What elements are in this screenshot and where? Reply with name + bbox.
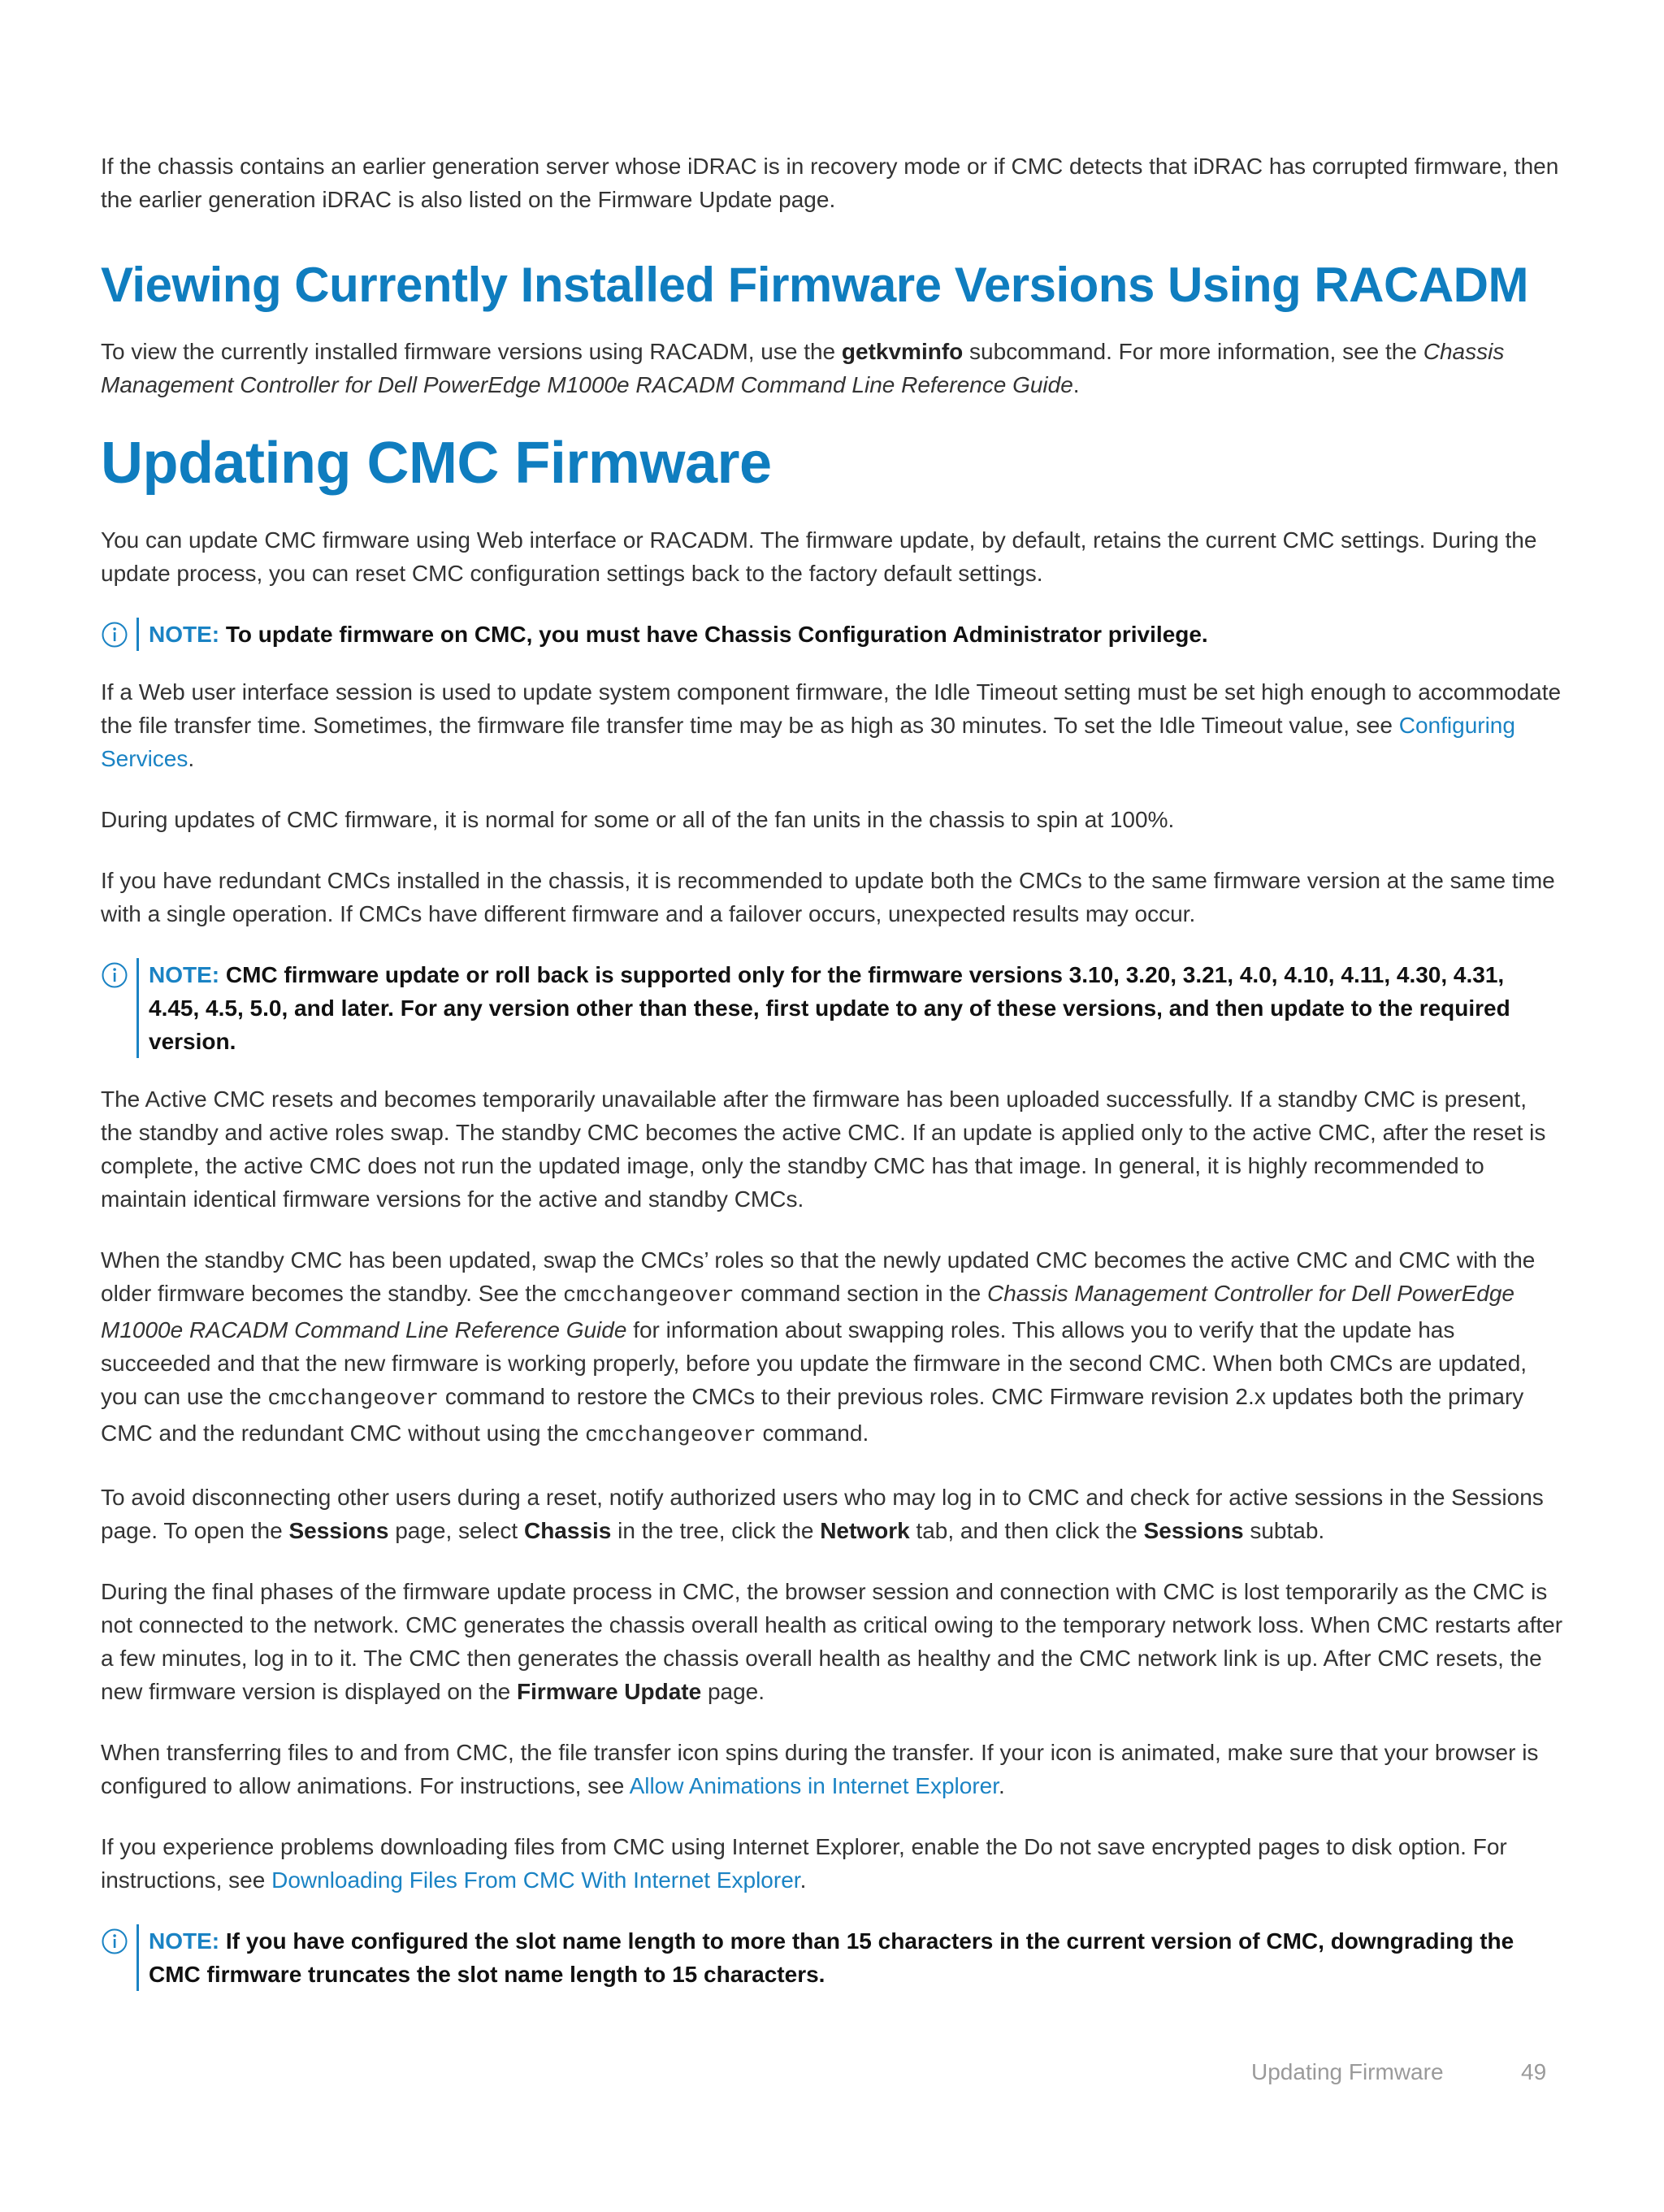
intro-paragraph: If the chassis contains an earlier generation server whose iDRAC is in recovery mode or if CMC detects that iDRAC has corrupted firmware, then the earlier generation iDRAC is also listed on the Firmware Update page. bbox=[101, 154, 1559, 212]
command-getkvminfo: getkvminfo bbox=[841, 339, 964, 364]
note-supported-versions bbox=[101, 958, 1563, 1058]
ui-term-network: Network bbox=[820, 1518, 910, 1543]
note-text: NOTE: To update firmware on CMC, you must have Chassis Configuration Administrator privilege. bbox=[149, 622, 1208, 647]
note-label: NOTE: bbox=[149, 622, 220, 647]
info-circle-icon bbox=[101, 961, 128, 989]
footer-page-number: 49 bbox=[1521, 2059, 1547, 2084]
updating-intro-paragraph: You can update CMC firmware using Web interface or RACADM. The firmware update, by default, retains the current CMC settings. During the update process, you can reset CMC configuration settings back to the factory default settings. bbox=[101, 527, 1537, 586]
note-bar bbox=[136, 1924, 139, 1991]
viewing-firmware-paragraph: To view the currently installed firmware versions using RACADM, use the getkvminfo subcommand. For more information, see the Chassis Management Controller for Dell PowerEdge M1000e RACADM Command Line Reference Guide. bbox=[101, 339, 1505, 397]
note-label: NOTE: bbox=[149, 1928, 220, 1954]
command-cmcchangeover: cmcchangeover bbox=[563, 1284, 734, 1308]
document-page bbox=[101, 150, 1563, 2015]
internet-explorer-paragraph: If you experience problems downloading files from CMC using Internet Explorer, enable the Do not save encrypted pages to disk option. For instructions, see Downloading Files From CMC With Internet Explorer. bbox=[101, 1834, 1507, 1893]
section-heading-viewing-firmware: Viewing Currently Installed Firmware Versions Using RACADM bbox=[101, 258, 1528, 312]
info-circle-icon bbox=[101, 1928, 128, 1955]
ui-term-sessions: Sessions bbox=[288, 1518, 389, 1543]
note-privilege bbox=[101, 618, 1563, 651]
note-slot-name-length bbox=[101, 1924, 1563, 1991]
command-cmcchangeover: cmcchangeover bbox=[585, 1424, 756, 1448]
note-label: NOTE: bbox=[149, 962, 220, 987]
page-footer bbox=[0, 2059, 1664, 2092]
idle-timeout-paragraph: If a Web user interface session is used to update system component firmware, the Idle Timeout setting must be set high enough to accommodate the file transfer time. Sometimes, the firmware file transfer time may be as high as 30 minutes. To set the Idle Timeout value, see Configuring Services. bbox=[101, 679, 1562, 771]
note-text: NOTE: CMC firmware update or roll back is supported only for the firmware versions 3.10, 3.20, 3.21, 4.0, 4.10, 4.11, 4.30, 4.31, 4.45, 4.5, 5.0, and later. For any version other than these, first update to any of these versions, and then update to the required version. bbox=[149, 962, 1510, 1054]
note-text: NOTE: If you have configured the slot name length to more than 15 characters in the current version of CMC, downgrading the CMC firmware truncates the slot name length to 15 characters. bbox=[149, 1928, 1514, 1987]
footer-section-title: Updating Firmware bbox=[1251, 2059, 1444, 2084]
ui-term-sessions: Sessions bbox=[1143, 1518, 1244, 1543]
link-configuring-services[interactable]: Configuring Services bbox=[101, 713, 1515, 771]
section-heading-updating-cmc: Updating CMC Firmware bbox=[101, 431, 772, 496]
redundant-cmc-paragraph: If you have redundant CMCs installed in the chassis, it is recommended to update both the CMCs to the same firmware version at the same time with a single operation. If CMCs have different firmware and a failover occurs, unexpected results may occur. bbox=[101, 868, 1555, 926]
fan-units-paragraph: During updates of CMC firmware, it is normal for some or all of the fan units in the chassis to spin at 100%. bbox=[101, 807, 1175, 832]
guide-reference: Chassis Management Controller for Dell PowerEdge M1000e RACADM Command Line Reference Guide bbox=[101, 339, 1505, 397]
note-bar bbox=[136, 958, 139, 1058]
final-phases-paragraph: During the final phases of the firmware update process in CMC, the browser session and connection with CMC is lost temporarily as the CMC is not connected to the network. CMC generates the chassis overall health as critical owing to the temporary network loss. When CMC restarts after a few minutes, log in to it. The CMC then generates the chassis overall health as healthy and the CMC network link is up. After CMC resets, the new firmware version is displayed on the Firmware Update page. bbox=[101, 1579, 1563, 1704]
command-cmcchangeover: cmcchangeover bbox=[267, 1387, 440, 1412]
file-transfer-paragraph: When transferring files to and from CMC, the file transfer icon spins during the transfer. If your icon is animated, make sure that your browser is configured to allow animations. For instructions, see Allow Animations in Internet Explorer. bbox=[101, 1740, 1539, 1798]
guide-reference: Chassis Management Controller for Dell PowerEdge M1000e RACADM Command Line Reference Guide bbox=[101, 1281, 1514, 1342]
sessions-paragraph: To avoid disconnecting other users during a reset, notify authorized users who may log in to CMC and check for active sessions in the Sessions page. To open the Sessions page, select Chassis in the tree, click the Network tab, and then click the Sessions subtab. bbox=[101, 1485, 1544, 1543]
ui-term-chassis: Chassis bbox=[523, 1518, 612, 1543]
link-allow-animations[interactable]: Allow Animations in Internet Explorer bbox=[629, 1773, 999, 1798]
active-cmc-paragraph: The Active CMC resets and becomes temporarily unavailable after the firmware has been uploaded successfully. If a standby CMC is present, the standby and active roles swap. The standby CMC becomes the active CMC. If an update is applied only to the active CMC, after the reset is complete, the active CMC does not run the updated image, only the standby CMC has that image. In general, it is highly recommended to maintain identical firmware versions for the active and standby CMCs. bbox=[101, 1086, 1546, 1212]
link-downloading-files[interactable]: Downloading Files From CMC With Internet Explorer bbox=[271, 1867, 800, 1893]
note-bar bbox=[136, 618, 139, 651]
info-circle-icon bbox=[101, 621, 128, 648]
standby-cmc-paragraph: When the standby CMC has been updated, swap the CMCs’ roles so that the newly updated CMC becomes the active CMC and CMC with the older firmware becomes the standby. See the cmcchangeover command section in the Chassis Management Controller for Dell PowerEdge M1000e RACADM Command Line Reference Guide for information about swapping roles. This allows you to verify that the update has succeeded and that the new firmware is working properly, before you update the firmware in the second CMC. When both CMCs are updated, you can use the cmcchangeover command to restore the CMCs to their previous roles. CMC Firmware revision 2.x updates both the primary CMC and the redundant CMC without using the cmcchangeover command. bbox=[101, 1247, 1536, 1448]
ui-term-firmware-update: Firmware Update bbox=[517, 1679, 702, 1704]
